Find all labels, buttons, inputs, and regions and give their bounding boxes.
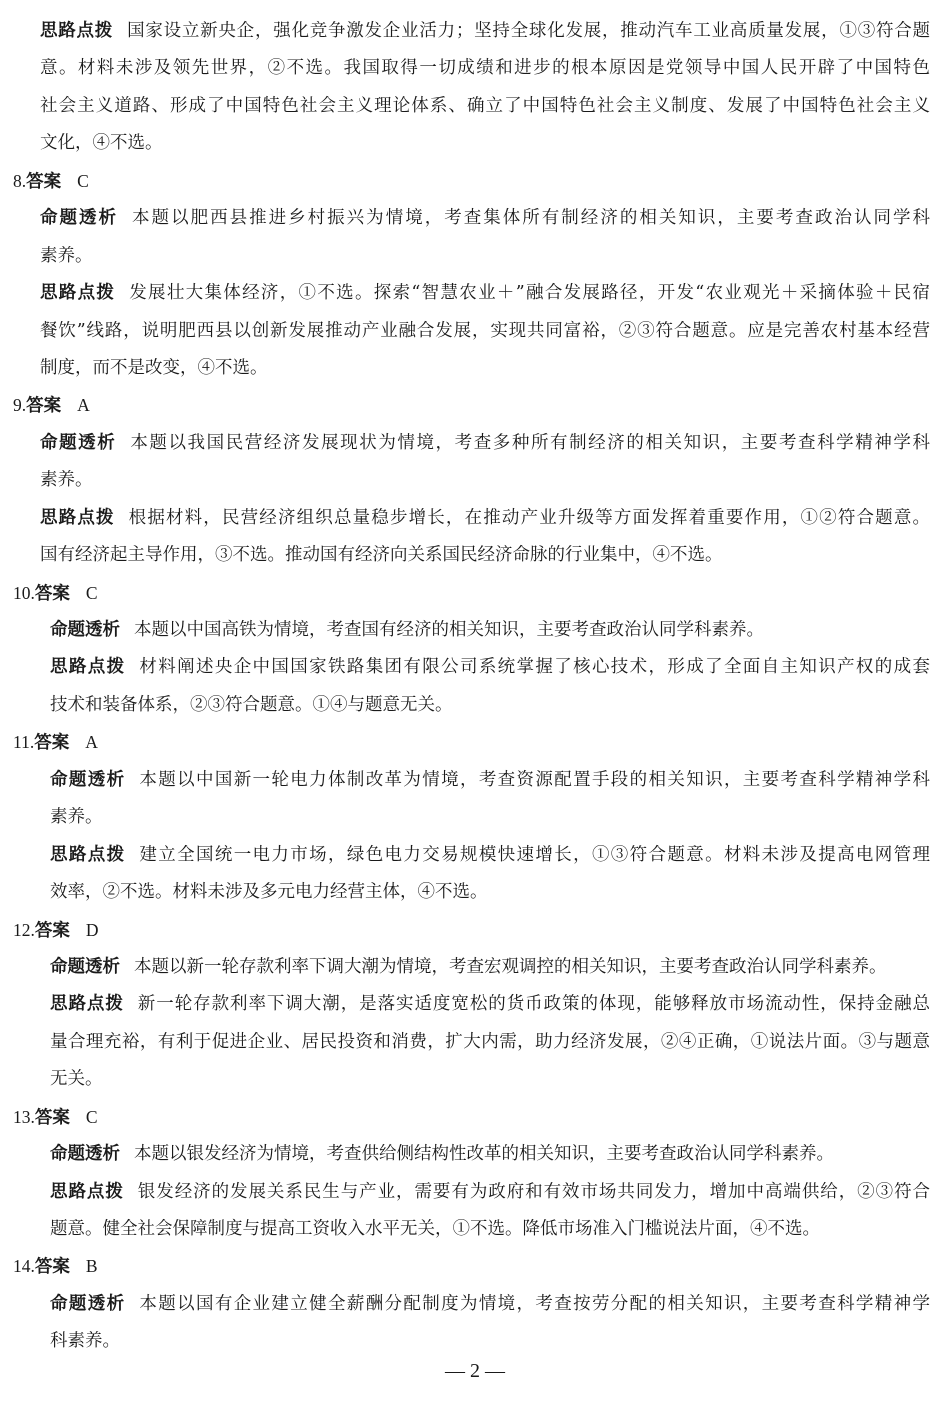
text-line: [40, 50, 930, 87]
line-text: 素养。: [40, 245, 93, 266]
text-line: [50, 799, 930, 836]
text-line: [40, 313, 930, 350]
answer-heading: [13, 1248, 950, 1285]
line-text: 本题以肥西县推进乡村振兴为情境，考查集体所有制经济的相关知识，主要考查政治认同学科: [132, 208, 930, 229]
question-number: 13.: [13, 1106, 35, 1127]
text-line: [50, 762, 930, 799]
answer-heading: [13, 912, 950, 949]
question-number: 14.: [13, 1256, 35, 1277]
line-text: 材料阐述央企中国国家铁路集团有限公司系统掌握了核心技术，形成了全面自主知识产权的成套: [139, 657, 930, 678]
text-line: [50, 949, 930, 986]
text-line: [40, 275, 930, 312]
line-text: 科素养。: [50, 1331, 120, 1352]
answer-label: 答案: [26, 171, 62, 192]
answer-heading: [13, 724, 950, 761]
line-text: 量合理充裕，有利于促进企业、居民投资和消费，扩大内需，助力经济发展，②④正确，①说法片面。③与题意: [50, 1031, 930, 1052]
text-line: [40, 88, 930, 125]
question-number: 11.: [13, 732, 35, 753]
question-number: 12.: [13, 919, 35, 940]
line-text: 国家设立新央企，强化竞争激发企业活力；坚持全球化发展，推动汽车工业高质量发展，①③符合题: [127, 21, 931, 41]
analysis-paragraph: [0, 612, 950, 649]
answer-label: 答案: [34, 733, 70, 754]
question-number: 8.: [13, 170, 27, 191]
line-text: 本题以中国高铁为情境，考查国有经济的相关知识，主要考查政治认同学科素养。: [134, 620, 764, 640]
paragraph-label: 思路点拨: [50, 657, 126, 678]
answer-heading: [13, 387, 950, 424]
answer-value: C: [85, 1106, 98, 1127]
text-line: [40, 500, 930, 537]
answer-document: [0, 13, 950, 1361]
line-text: 本题以国有企业建立健全薪酬分配制度为情境，考查按劳分配的相关知识，主要考查科学精神学: [139, 1293, 930, 1314]
answer-label: 答案: [34, 1257, 70, 1278]
hint-paragraph: [0, 13, 950, 163]
page-number: — 2 —: [445, 1360, 505, 1382]
line-text: 技术和装备体系，②③符合题意。①④与题意无关。: [50, 694, 453, 715]
answer-label: 答案: [34, 920, 70, 941]
analysis-paragraph: [0, 949, 950, 986]
text-line: [50, 1024, 930, 1061]
line-text: 意。材料未涉及领先世界，②不选。我国取得一切成绩和进步的根本原因是党领导中国人民开辟了中国特色: [40, 58, 930, 79]
hint-paragraph: [0, 275, 950, 387]
line-text: 建立全国统一电力市场，绿色电力交易规模快速增长，①③符合题意。材料未涉及提高电网管理: [139, 844, 930, 865]
paragraph-label: 思路点拨: [50, 994, 124, 1015]
answer-label: 答案: [34, 1107, 70, 1128]
text-line: [50, 874, 930, 911]
answer-heading: [13, 163, 950, 200]
paragraph-label: 命题透析: [50, 620, 120, 640]
answer-value: D: [85, 919, 99, 940]
paragraph-label: 思路点拨: [50, 844, 126, 865]
paragraph-label: 命题透析: [40, 208, 119, 229]
text-line: [50, 1174, 930, 1211]
answer-value: A: [85, 732, 98, 753]
line-text: 文化，④不选。: [40, 133, 163, 154]
paragraph-label: 命题透析: [50, 956, 120, 977]
text-line: [50, 1211, 930, 1248]
line-text: 根据材料，民营经济组织总量稳步增长，在推动产业升级等方面发挥着重要作用，①②符合题意。: [128, 507, 931, 528]
answer-heading: [13, 575, 950, 612]
paragraph-label: 命题透析: [50, 1144, 120, 1165]
paragraph-label: 命题透析: [50, 1293, 126, 1314]
answer-value: A: [77, 395, 90, 416]
line-text: 本题以我国民营经济发展现状为情境，考查多种所有制经济的相关知识，主要考查科学精神学科: [130, 432, 930, 453]
text-line: [50, 612, 930, 649]
line-text: 本题以新一轮存款利率下调大潮为情境，考查宏观调控的相关知识，主要考查政治认同学科素养。: [134, 956, 887, 977]
hint-paragraph: [0, 1174, 950, 1249]
text-line: [40, 238, 930, 275]
line-text: 无关。: [50, 1069, 103, 1090]
line-text: 素养。: [40, 470, 93, 491]
answer-value: B: [85, 1256, 98, 1277]
line-text: 银发经济的发展关系民生与产业，需要有为政府和有效市场共同发力，增加中高端供给，②③符合: [137, 1181, 931, 1202]
line-text: 本题以中国新一轮电力体制改革为情境，考查资源配置手段的相关知识，主要考查科学精神学科: [139, 769, 930, 790]
analysis-paragraph: [0, 1136, 950, 1173]
hint-paragraph: [0, 500, 950, 575]
text-line: [40, 425, 930, 462]
answer-value: C: [85, 582, 98, 603]
paragraph-label: 命题透析: [40, 432, 117, 453]
text-line: [40, 125, 930, 162]
line-text: 餐饮”线路，说明肥西县以创新发展推动产业融合发展，实现共同富裕，②③符合题意。应是完善农村基本经营: [40, 320, 930, 341]
analysis-paragraph: [0, 425, 950, 500]
analysis-paragraph: [0, 762, 950, 837]
text-line: [40, 537, 930, 574]
analysis-paragraph: [0, 200, 950, 275]
paragraph-label: 命题透析: [50, 769, 126, 790]
text-line: [50, 687, 930, 724]
text-line: [40, 462, 930, 499]
text-line: [50, 649, 930, 686]
text-line: [40, 13, 930, 50]
line-text: 新一轮存款利率下调大潮，是落实适度宽松的货币政策的体现，能够释放市场流动性，保持金融总: [137, 994, 931, 1015]
text-line: [40, 350, 930, 387]
text-line: [50, 1136, 930, 1173]
text-line: [50, 986, 930, 1023]
answer-label: 答案: [34, 583, 70, 604]
line-text: 制度，而不是改变，④不选。: [40, 357, 268, 378]
text-line: [50, 1286, 930, 1323]
text-line: [50, 837, 930, 874]
line-text: 素养。: [50, 807, 103, 828]
answer-heading: [13, 1099, 950, 1136]
analysis-paragraph: [0, 1286, 950, 1361]
paragraph-label: 思路点拨: [40, 283, 116, 304]
text-line: [50, 1323, 930, 1360]
answer-value: C: [77, 170, 89, 191]
line-text: 题意。健全社会保障制度与提高工资收入水平无关，①不选。降低市场准入门槛说法片面，④不选。: [50, 1219, 820, 1239]
paragraph-label: 思路点拨: [40, 507, 115, 528]
line-text: 效率，②不选。材料未涉及多元电力经营主体，④不选。: [50, 882, 488, 903]
line-text: 国有经济起主导作用，③不选。推动国有经济向关系国民经济命脉的行业集中，④不选。: [40, 545, 723, 566]
question-number: 10.: [13, 582, 35, 603]
text-line: [50, 1061, 930, 1098]
hint-paragraph: [0, 837, 950, 912]
line-text: 发展壮大集体经济，①不选。探索“智慧农业＋”融合发展路径，开发“农业观光＋采摘体验＋民宿: [129, 283, 930, 304]
line-text: 本题以银发经济为情境，考查供给侧结构性改革的相关知识，主要考查政治认同学科素养。: [134, 1144, 834, 1165]
text-line: [40, 200, 930, 237]
paragraph-label: 思路点拨: [50, 1181, 124, 1202]
paragraph-label: 思路点拨: [40, 21, 114, 41]
line-text: 社会主义道路、形成了中国特色社会主义理论体系、确立了中国特色社会主义制度、发展了中国特色社会主义: [40, 95, 930, 116]
question-number: 9.: [13, 395, 27, 416]
hint-paragraph: [0, 649, 950, 724]
hint-paragraph: [0, 986, 950, 1098]
answer-label: 答案: [26, 396, 62, 417]
